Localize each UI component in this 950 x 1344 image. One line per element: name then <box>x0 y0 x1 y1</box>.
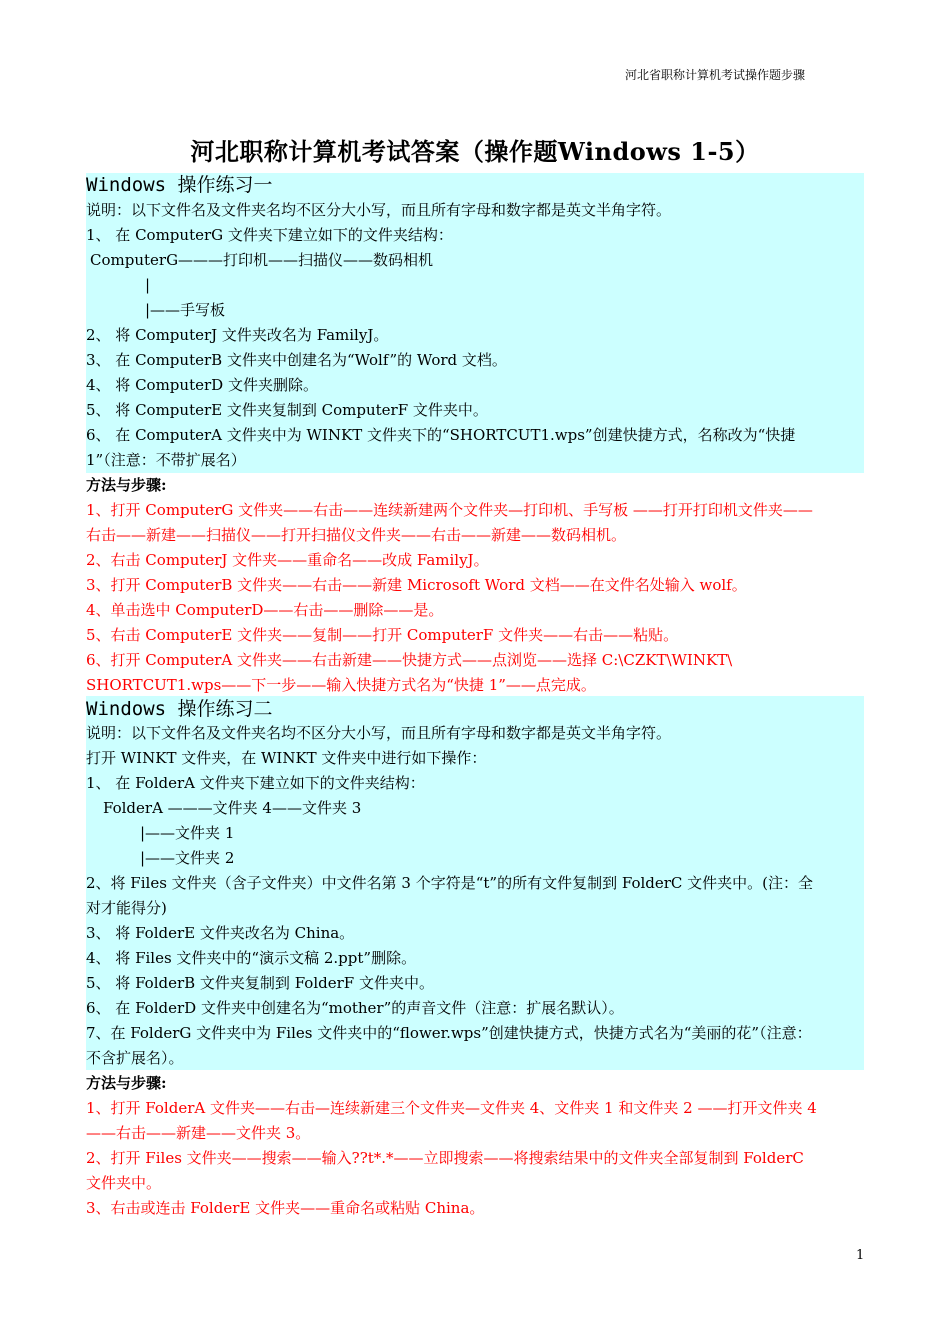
section1-step5: 5、右击 ComputerE 文件夹——复制——打开 ComputerF 文件夹——右击——粘贴。 <box>86 626 679 644</box>
section2-q6: 6、 在 FolderD 文件夹中创建名为“mother”的声音文件（注意：扩展名默认）。 <box>86 999 624 1017</box>
page-header: 河北省职称计算机考试操作题步骤 <box>624 68 805 82</box>
section1-q2: 2、 将 ComputerJ 文件夹改名为 FamilyJ。 <box>86 326 389 344</box>
section2-note: 说明：以下文件名及文件夹名均不区分大小写，而且所有字母和数字都是英文半角字符。 <box>86 724 672 742</box>
section1-q1: 1、 在 ComputerG 文件夹下建立如下的文件夹结构： <box>86 226 453 244</box>
section2-q7-line1: 7、在 FolderG 文件夹中为 Files 文件夹中的“flower.wps”创建快捷方式，快捷方式名为“美丽的花”（注意： <box>86 1024 812 1042</box>
section1-tree-2: | <box>145 276 151 294</box>
section2-q2-line1: 2、将 Files 文件夹（含子文件夹）中文件名第 3 个字符是“t”的所有文件复制到 FolderC 文件夹中。(注：全 <box>86 874 814 892</box>
section1-q3: 3、 在 ComputerB 文件夹中创建名为“Wolf”的 Word 文档。 <box>86 351 507 369</box>
section2-step1-line2: ——右击——新建——文件夹 3。 <box>86 1124 311 1142</box>
section2-q3: 3、 将 FolderE 文件夹改名为 China。 <box>86 924 355 942</box>
section2-tree-1: FolderA ———文件夹 4——文件夹 3 <box>103 799 362 817</box>
section1-step3: 3、打开 ComputerB 文件夹——右击——新建 Microsoft Word 文档——在文件名处输入 wolf。 <box>86 576 747 594</box>
section1-step4: 4、单击选中 ComputerD——右击——删除——是。 <box>86 601 444 619</box>
section2-tree-3: |——文件夹 2 <box>140 849 235 867</box>
section2-step2-line1: 2、打开 Files 文件夹——搜索——输入??t*.*——立即搜索——将搜索结果中的文件夹全部复制到 FolderC <box>86 1149 804 1167</box>
section2-q2-line2: 对才能得分) <box>86 899 167 917</box>
section2-q7-line2: 不含扩展名）。 <box>86 1049 184 1067</box>
section1-step1-line1: 1、打开 ComputerG 文件夹——右击——连续新建两个文件夹—打印机、手写板 ——打开打印机文件夹—— <box>86 501 813 519</box>
section2-intro: 打开 WINKT 文件夹，在 WINKT 文件夹中进行如下操作： <box>86 749 487 767</box>
section1-note: 说明：以下文件名及文件夹名均不区分大小写，而且所有字母和数字都是英文半角字符。 <box>86 201 672 219</box>
section1-step6-line1: 6、打开 ComputerA 文件夹——右击新建——快捷方式——点浏览——选择 C:\CZKT\WINKT\ <box>86 651 733 669</box>
section1-heading: Windows 操作练习一 <box>86 174 273 196</box>
section2-step3: 3、右击或连击 FolderE 文件夹——重命名或粘贴 China。 <box>86 1199 485 1217</box>
section1-method-heading: 方法与步骤: <box>86 476 167 494</box>
section1-q6-line1: 6、 在 ComputerA 文件夹中为 WINKT 文件夹下的“SHORTCUT1.wps”创建快捷方式，名称改为“快捷 <box>86 426 796 444</box>
section2-step1-line1: 1、打开 FolderA 文件夹——右击—连续新建三个文件夹—文件夹 4、文件夹 1 和文件夹 2 ——打开文件夹 4 <box>86 1099 817 1117</box>
section2-heading: Windows 操作练习二 <box>86 698 273 720</box>
section2-q4: 4、 将 Files 文件夹中的“演示文稿 2.ppt”删除。 <box>86 949 417 967</box>
section1-step6-line2: SHORTCUT1.wps——下一步——输入快捷方式名为“快捷 1”——点完成。 <box>86 676 596 694</box>
section1-q5: 5、 将 ComputerE 文件夹复制到 ComputerF 文件夹中。 <box>86 401 488 419</box>
page-number: 1 <box>856 1248 865 1263</box>
section1-q4: 4、 将 ComputerD 文件夹删除。 <box>86 376 318 394</box>
section1-tree-3: |——手写板 <box>145 301 226 319</box>
section2-method-heading: 方法与步骤: <box>86 1074 167 1092</box>
section2-q1: 1、 在 FolderA 文件夹下建立如下的文件夹结构： <box>86 774 425 792</box>
document-title: 河北职称计算机考试答案（操作题Windows 1-5） <box>190 137 760 166</box>
section2-step2-line2: 文件夹中。 <box>86 1174 162 1192</box>
section1-step2: 2、右击 ComputerJ 文件夹——重命名——改成 FamilyJ。 <box>86 551 489 569</box>
section2-q5: 5、 将 FolderB 文件夹复制到 FolderF 文件夹中。 <box>86 974 434 992</box>
section1-step1-line2: 右击——新建——扫描仪——打开扫描仪文件夹——右击——新建——数码相机。 <box>86 526 627 544</box>
section1-q6-line2: 1”（注意：不带扩展名） <box>86 451 246 469</box>
section1-tree-1: ComputerG———打印机——扫描仪——数码相机 <box>90 251 434 269</box>
section2-tree-2: |——文件夹 1 <box>140 824 235 842</box>
